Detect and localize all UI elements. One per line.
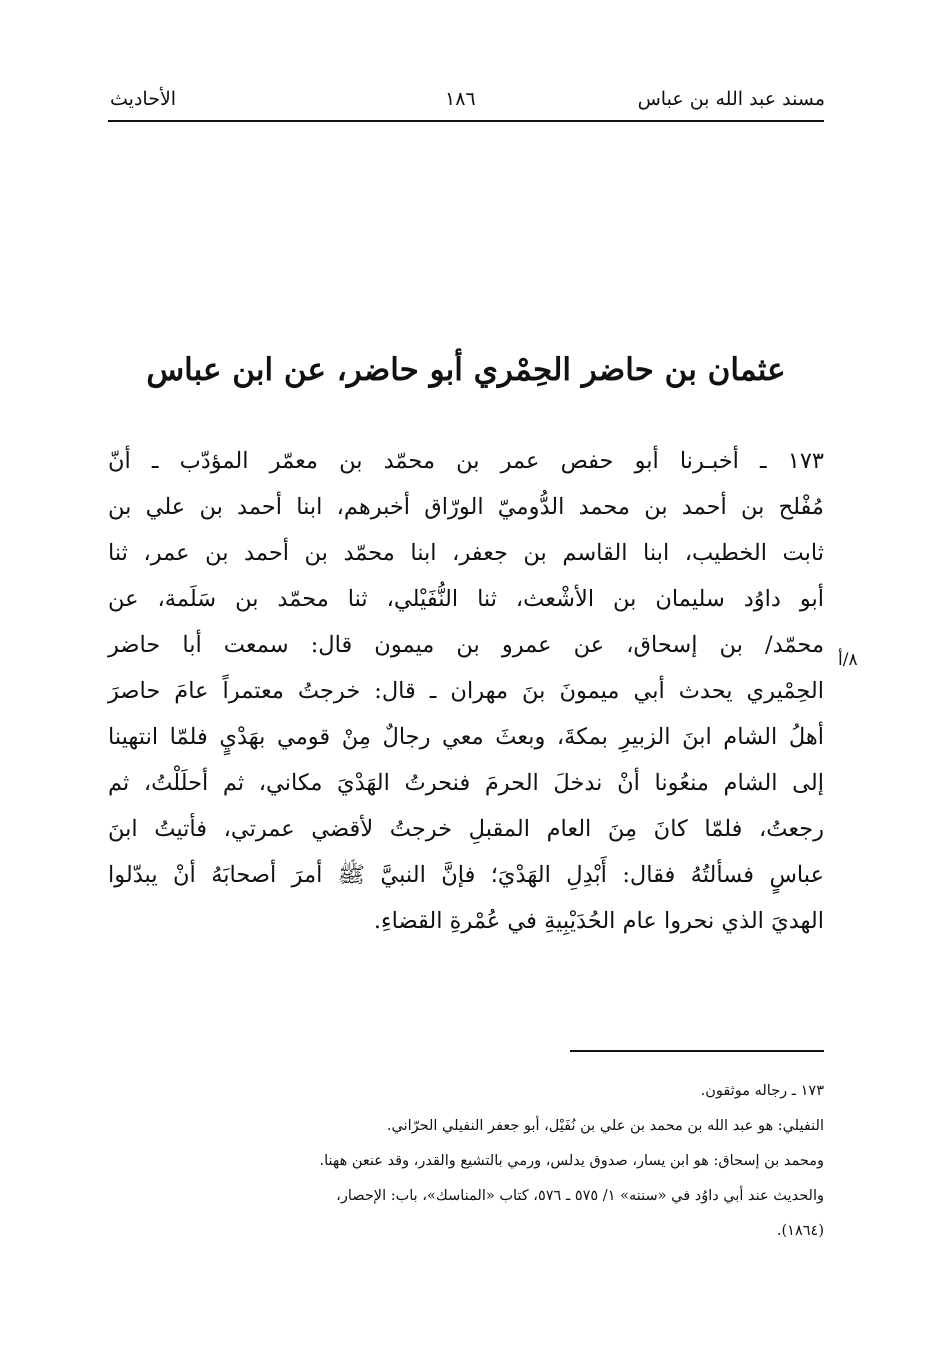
- hadith-line: أهلُ الشام ابنَ الزبيرِ بمكةَ، وبعثَ معي رجالٌ مِنْ قومي بهَدْيٍ فلمّا انتهينا: [108, 724, 824, 750]
- hadith-line: محمّد/ بن إسحاق، عن عمرو بن ميمون قال: سمعت أبا حاضر: [108, 632, 824, 658]
- footnote-line: (١٨٦٤).: [776, 1223, 824, 1239]
- hadith-line: عباسٍ فسألتُهُ فقال: أَبْدِلِ الهَدْيَ؛ فإنَّ النبيَّ ﷺ أمرَ أصحابَهُ أنْ يبدّلوا: [108, 862, 824, 888]
- footnote-line: ١٧٣ ـ رجاله موثقون.: [700, 1083, 824, 1099]
- footnote-line: والحديث عند أبي داوُد في «سننه» ١/ ٥٧٥ ـ ٥٧٦، كتاب «المناسك»، باب: الإحصار،: [336, 1188, 824, 1204]
- hadith-line: الهديَ الذي نحروا عام الحُدَيْبِيةِ في عُمْرةِ القضاءِ.: [373, 908, 824, 934]
- chapter-title: عثمان بن حاضر الحِمْري أبو حاضر، عن ابن عباس: [146, 352, 786, 388]
- hadith-line: أبو داوُد سليمان بن الأشْعث، ثنا النُّفَيْلي، ثنا محمّد بن سَلَمة، عن: [108, 586, 824, 612]
- hadith-line: ثابت الخطيب، ابنا القاسم بن جعفر، ابنا محمّد بن أحمد بن عمر، ثنا: [108, 540, 824, 566]
- hadith-line: ١٧٣ ـ أخبـرنا أبو حفص عمر بن محمّد بن معمّر المؤدّب ـ أنّ: [108, 448, 824, 474]
- page-number: ١٨٦: [445, 88, 476, 110]
- header-divider: [108, 120, 824, 122]
- hadith-line: رجعتُ، فلمّا كانَ مِنَ العام المقبلِ خرجتُ لأقضي عمرتي، فأتيتُ ابنَ: [108, 816, 824, 842]
- footnote-divider: [570, 1050, 824, 1052]
- hadith-line: مُفْلح بن أحمد بن محمد الدُّوميّ الورّاق أخبرهم، ابنا أحمد بن علي بن: [108, 494, 824, 520]
- footnotes: [108, 1074, 824, 1249]
- hadith-line: الحِمْيري يحدث أبي ميمونَ بنَ مهران ـ قال: خرجتُ معتمراً عامَ حاصرَ: [108, 678, 824, 704]
- manuscript-folio-marker: ٨/أ: [838, 650, 858, 670]
- footnote-line: ومحمد بن إسحاق: هو ابن يسار، صدوق يدلس، ورمي بالتشيع والقدر، وقد عنعن ههنا.: [319, 1153, 824, 1169]
- footnote-line: النفيلي: هو عبد الله بن محمد بن علي بن نُفَيْل، أبو جعفر النفيلي الحرّاني.: [386, 1118, 824, 1134]
- hadith-line: إلى الشام منعُونا أنْ ندخلَ الحرمَ فنحرتُ الهَدْيَ مكاني، ثم أحلَلْتُ، ثم: [108, 770, 824, 796]
- running-header-book-title: مسند عبد الله بن عباس: [637, 88, 825, 110]
- hadith-text: [108, 438, 824, 944]
- running-header-section: الأحاديث: [110, 88, 177, 110]
